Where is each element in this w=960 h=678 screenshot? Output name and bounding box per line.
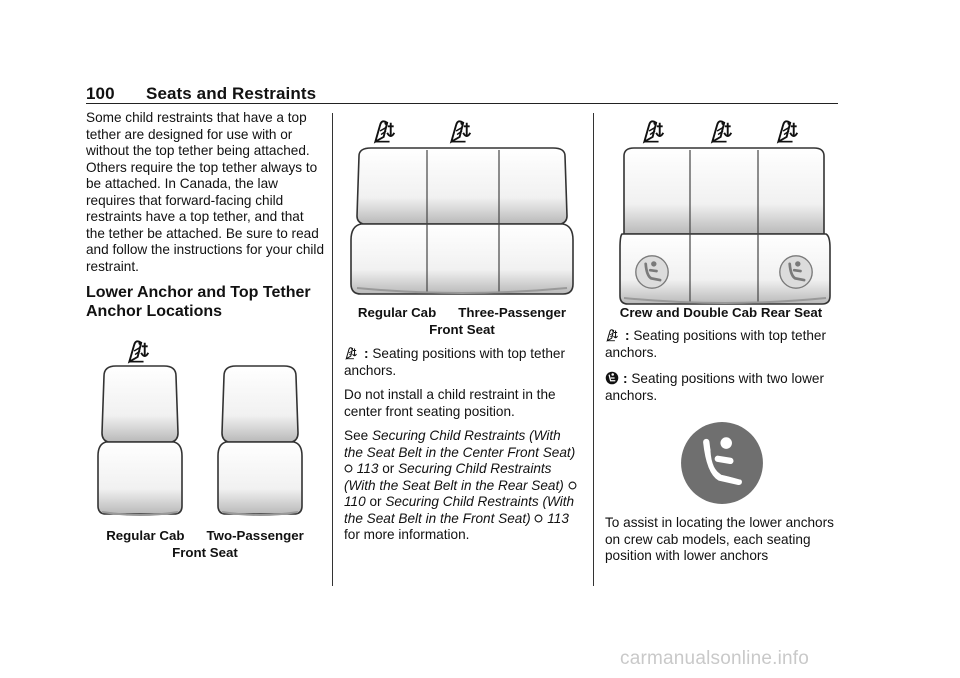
figure-caption-rear-seat: Crew and Double Cab Rear Seat — [619, 305, 823, 320]
page-reference-icon — [534, 514, 543, 523]
legend-tether: : Seating positions with top tether anchors. — [344, 346, 566, 378]
column-divider — [593, 113, 594, 586]
legend-tether: : Seating positions with top tether anchors. — [605, 328, 827, 360]
column-3-text — [605, 328, 841, 412]
reference-page-1: 113 — [356, 461, 379, 476]
tether-anchor-icon — [129, 341, 148, 361]
tether-anchor-icon — [375, 121, 394, 141]
rear-seat-illustration — [618, 116, 832, 306]
reference-page-2: 110 — [344, 494, 366, 509]
page-number: 100 — [86, 84, 115, 103]
assist-paragraph: To assist in locating the lower anchors on crew cab models, each seating position with lower anchors — [605, 515, 834, 563]
caption-right: Two-Passenger — [206, 528, 304, 543]
page-reference-icon — [344, 464, 353, 473]
tether-anchor-icon — [605, 328, 621, 342]
lower-anchor-seat-marker — [636, 256, 668, 288]
see-references: See Securing Child Restraints (With the Seat Belt in the Center Front Seat) 113 or Securing Child Restraints (With the Seat Belt in the Rear Seat) 110 or Securing Child Restraints (With the Seat Belt in the Front Seat) 113 for more information. — [344, 428, 576, 542]
lower-anchor-symbol-large-icon — [680, 421, 764, 505]
reference-link-2[interactable]: Securing Child Restraints (With the Seat Belt in the Rear Seat) — [344, 461, 564, 493]
header-rule — [86, 103, 838, 104]
figure-caption-two-passenger — [86, 528, 324, 561]
tether-anchor-icon — [644, 121, 663, 141]
three-passenger-seat-illustration — [347, 116, 577, 300]
legend-tether-text: Seating positions with top tether anchors. — [605, 328, 827, 360]
legend-lower-anchor: : Seating positions with two lower anchors. — [605, 371, 824, 403]
tether-anchor-icon — [778, 121, 797, 141]
bench-seat — [351, 148, 573, 294]
legend-tether-text: Seating positions with top tether anchors. — [344, 346, 566, 378]
watermark: carmanualsonline.info — [620, 648, 810, 669]
install-paragraph: Do not install a child restraint in the center front seating position. — [344, 387, 556, 419]
page-reference-icon — [568, 481, 577, 490]
legend-lower-text: Seating positions with two lower anchors. — [605, 371, 824, 403]
caption-left: Regular Cab — [106, 528, 185, 543]
left-seat — [98, 366, 182, 515]
column-divider — [332, 113, 333, 586]
intro-paragraph: Some child restraints that have a top tether are designed for use with or without the top tether being attached. Others require the top tether always to be attached. In Canada, the law requires that forward-facing child restraints have a top tether, and that the tether be attached. Be sure to read and follow the instructions for your child restraint. — [86, 110, 325, 274]
caption-left: Regular Cab — [357, 305, 437, 320]
lower-anchor-seat-marker — [780, 256, 812, 288]
caption-line2: Front Seat — [429, 321, 495, 337]
reference-link-1[interactable]: Securing Child Restraints (With the Seat Belt in the Center Front Seat) — [344, 428, 576, 460]
right-seat — [218, 366, 302, 515]
caption-right: Three-Passenger — [458, 305, 567, 320]
reference-page-3: 113 — [547, 510, 569, 526]
column-2-text — [344, 346, 582, 552]
two-passenger-seat-illustration — [94, 338, 304, 522]
tether-anchor-icon — [712, 121, 731, 141]
reference-link-3[interactable]: Securing Child Restraints (With the Seat Belt in the Front Seat) — [344, 494, 575, 526]
tether-anchor-icon — [451, 121, 470, 141]
section-heading: Lower Anchor and Top Tether Anchor Locations — [86, 284, 311, 320]
section-title: Seats and Restraints — [146, 84, 317, 103]
page-header — [86, 84, 838, 104]
lower-anchor-icon — [605, 371, 619, 385]
caption-line2: Front Seat — [172, 544, 238, 560]
column-1 — [86, 110, 324, 321]
tether-anchor-icon — [344, 346, 360, 360]
figure-caption-three-passenger — [342, 305, 582, 338]
